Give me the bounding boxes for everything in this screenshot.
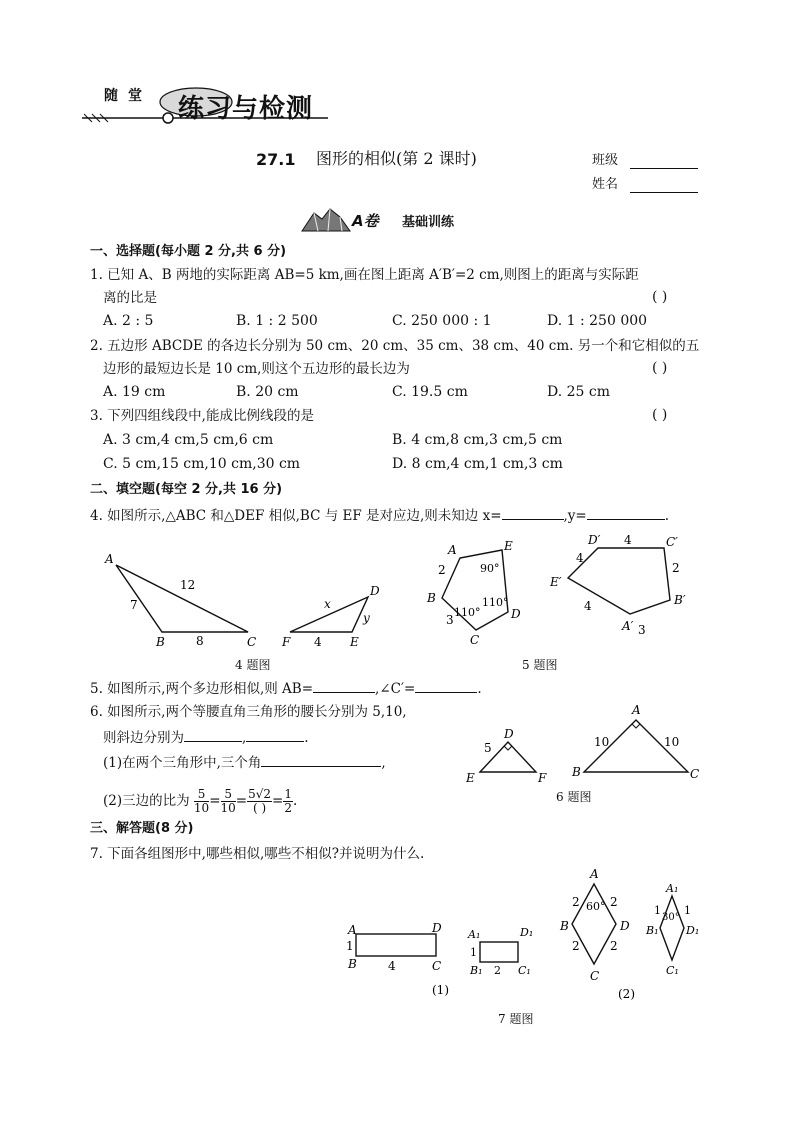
fig7-1b-label-A: A₁ (468, 928, 481, 941)
figure-5 (418, 530, 698, 654)
banner-title: 练习与检测 (178, 94, 314, 124)
fig5-label-Eprime: E′ (550, 575, 562, 589)
q2-option-d[interactable]: D. 25 cm (547, 384, 611, 400)
q3-answer-paren[interactable]: ( ) (652, 407, 668, 423)
fig5-caption: 5 题图 (522, 658, 558, 672)
fig7-2a-label-B: B (560, 919, 569, 933)
q4-end: . (664, 508, 670, 524)
badge-char-2: 堂 (128, 88, 142, 104)
q3-option-b[interactable]: B. 4 cm,8 cm,3 cm,5 cm (392, 432, 563, 448)
page-title: 图形的相似(第 2 课时) (316, 149, 477, 168)
fig7-1a-label-B: B (348, 957, 357, 971)
level-banner (300, 205, 510, 233)
fig6-caption: 6 题图 (556, 790, 592, 804)
fig7-2b-side-1: 1 (654, 904, 661, 917)
q6-sub1 (103, 752, 386, 772)
fig7-2a-side-2: 2 (610, 895, 618, 909)
fig5-side-3p: 3 (638, 623, 646, 637)
fig5-side-3: 3 (446, 613, 454, 627)
fig7-2b-label-C: C₁ (666, 964, 679, 977)
fig7-sub1-caption: (1) (432, 983, 449, 997)
fig7-1a-label-A: A (348, 923, 357, 937)
fig7-1a-side-4: 4 (388, 959, 396, 973)
fig5-label-Bprime: B′ (674, 593, 686, 607)
q1-option-b[interactable]: B. 1 : 2 500 (236, 313, 318, 329)
fig7-2b-angle: 30° (662, 912, 680, 923)
part2-heading: 二、填空题(每空 2 分,共 16 分) (90, 482, 283, 497)
q6-frac-3[interactable]: $\frac{5√2}{( )}$ (248, 787, 272, 815)
fig4-label-A: A (105, 552, 114, 566)
fig7-2b-label-B: B₁ (646, 924, 659, 937)
class-field[interactable] (630, 168, 698, 169)
q6-line2-end: . (304, 730, 309, 746)
q3-option-c[interactable]: C. 5 cm,15 cm,10 cm,30 cm (103, 456, 301, 472)
fig5-label-B: B (427, 591, 436, 605)
fig6-label-B: B (572, 765, 581, 779)
q5-blank-angle[interactable] (415, 678, 477, 693)
fig5-label-Cprime: C′ (666, 535, 678, 549)
fig6-side-5: 5 (484, 741, 492, 755)
q5-blank-ab[interactable] (313, 678, 375, 693)
name-field[interactable] (630, 192, 698, 193)
level-tag: A卷 (352, 212, 379, 230)
fig7-1b-side-1: 1 (470, 946, 477, 959)
fig7-2a-label-C: C (590, 969, 600, 983)
fig6-label-C: C (690, 767, 700, 781)
fig6-label-A: A (632, 703, 641, 717)
q6-line2-text: 则斜边分别为 (103, 730, 184, 746)
q5-line (90, 678, 482, 698)
q6-sub2: (2)三边的比为 $\frac{5}{10}$ = $\frac{5}{10}$ = $\frac{5√2}{( )}$ = $\frac{1}{2}$ . (103, 787, 298, 815)
q6-blank-1[interactable] (184, 727, 242, 742)
q6-sub1-end: , (381, 755, 386, 771)
fig7-sub2-caption: (2) (618, 987, 635, 1001)
header-banner (78, 80, 338, 130)
q5-text: 5. 如图所示,两个多边形相似,则 AB= (90, 681, 314, 697)
figure-6 (460, 700, 710, 786)
fig7-1b-label-C: C₁ (518, 964, 531, 977)
fig4-side-DF: x (324, 597, 331, 611)
fig5-side-2p: 2 (672, 561, 680, 575)
q6-frac-1: $\frac{5}{10}$ (193, 787, 210, 815)
q2-line2: 边形的最短边长是 10 cm,则这个五边形的最长边为 (103, 361, 410, 377)
rhombus-a1b1c1d1 (660, 896, 684, 960)
fig7-2a-side-3: 2 (572, 939, 580, 953)
fig4-side-BC: 8 (196, 634, 204, 648)
fig7-1a-side-1: 1 (346, 939, 354, 953)
fig5-label-Aprime: A′ (622, 619, 634, 633)
fig6-side-10b: 10 (664, 735, 680, 749)
fig7-2a-label-D: D (620, 919, 630, 933)
fig7-2a-side-1: 2 (572, 895, 580, 909)
fig5-side-2: 2 (438, 563, 446, 577)
q5-mid: ,∠C′= (375, 681, 416, 697)
q7-text: 7. 下面各组图形中,哪些相似,哪些不相似?并说明为什么. (90, 846, 425, 862)
fig5-label-D: D (511, 607, 521, 621)
fig5-label-E: E (504, 539, 513, 553)
q1-line2: 离的比是 (103, 290, 157, 306)
fig4-label-F: F (282, 635, 291, 649)
q2-answer-paren[interactable]: ( ) (652, 360, 668, 376)
fig5-angle-90: 90° (480, 562, 500, 575)
q4-blank-y[interactable] (587, 505, 665, 520)
level-text: 基础训练 (402, 215, 455, 230)
fig4-side-AC: 12 (180, 578, 196, 592)
q6-line1: 6. 如图所示,两个等腰直角三角形的腰长分别为 5,10, (90, 704, 407, 720)
part3-heading: 三、解答题(8 分) (90, 821, 194, 836)
q2-option-b[interactable]: B. 20 cm (236, 384, 299, 400)
q2-line1: 2. 五边形 ABCDE 的各边长分别为 50 cm、20 cm、35 cm、38 cm、40 cm. 另一个和它相似的五 (90, 338, 700, 354)
q2-option-c[interactable]: C. 19.5 cm (392, 384, 468, 400)
fig7-2a-side-4: 2 (610, 939, 618, 953)
fig4-side-AB: 7 (130, 598, 138, 612)
fig5-angle-110a: 110° (454, 606, 481, 619)
rect-abcd (356, 934, 436, 956)
fig4-label-E: E (350, 635, 359, 649)
fig7-2b-label-D: D₁ (686, 924, 700, 937)
figure-4 (100, 545, 400, 655)
mountain-icon (300, 205, 360, 233)
fig5-label-C: C (470, 633, 480, 647)
class-label: 班级 (592, 153, 619, 168)
fig4-side-EF: 4 (314, 635, 322, 649)
q4-text: 4. 如图所示,△ABC 和△DEF 相似,BC 与 EF 是对应边,则未知边 x= (90, 508, 502, 524)
fig7-1a-label-C: C (432, 959, 442, 973)
fig6-label-F: F (538, 771, 547, 785)
q4-line (90, 505, 669, 525)
fig5-side-4b: 4 (576, 551, 584, 565)
rect-a1b1c1d1 (480, 942, 518, 962)
fig7-2b-side-2: 1 (684, 904, 691, 917)
fig5-angle-110b: 110° (482, 596, 509, 609)
q1-option-c[interactable]: C. 250 000 : 1 (392, 313, 492, 329)
part1-heading: 一、选择题(每小题 2 分,共 6 分) (90, 244, 287, 259)
q6-frac-4: $\frac{1}{2}$ (284, 787, 292, 815)
q6-sub1-text: (1)在两个三角形中,三个角 (103, 755, 262, 771)
fig7-2a-label-A: A (590, 867, 599, 881)
q4-mid: ,y= (563, 508, 587, 524)
q3-option-d[interactable]: D. 8 cm,4 cm,1 cm,3 cm (392, 456, 563, 472)
fig5-label-Dprime: D′ (588, 533, 601, 547)
fig4-caption: 4 题图 (235, 658, 271, 672)
fig7-2b-label-A: A₁ (666, 882, 679, 895)
fig7-2a-angle: 60° (586, 900, 606, 913)
q6-blank-3[interactable] (261, 752, 381, 767)
q1-line1: 1. 已知 A、B 两地的实际距离 AB=5 km,画在图上距离 A′B′=2 cm,则图上的距离与实际距 (90, 267, 639, 283)
q1-option-d[interactable]: D. 1 : 250 000 (547, 313, 648, 329)
fig5-label-A: A (448, 543, 457, 557)
section-number: 27.1 (256, 150, 296, 169)
q3-line1: 3. 下列四组线段中,能成比例线段的是 (90, 408, 314, 424)
fig7-1b-label-B: B₁ (470, 964, 483, 977)
fig6-label-D: D (504, 727, 514, 741)
fig7-1a-label-D: D (432, 921, 442, 935)
q1-answer-paren[interactable]: ( ) (652, 289, 668, 305)
q2-option-a[interactable]: A. 19 cm (103, 384, 166, 400)
fig5-side-4a: 4 (624, 533, 632, 547)
fig7-1b-label-D: D₁ (520, 926, 534, 939)
q6-sub2-text: (2)三边的比为 (103, 793, 190, 809)
q6-frac-2: $\frac{5}{10}$ (220, 787, 236, 815)
fig5-side-4c: 4 (584, 599, 592, 613)
q6-line2 (103, 727, 309, 747)
q6-line2-comma: , (242, 730, 247, 746)
fig7-1b-side-2: 2 (494, 964, 501, 977)
fig6-side-10a: 10 (594, 735, 610, 749)
q4-blank-x[interactable] (502, 505, 564, 520)
q3-option-a[interactable]: A. 3 cm,4 cm,5 cm,6 cm (103, 432, 274, 448)
fig4-label-B: B (156, 635, 165, 649)
q1-option-a[interactable]: A. 2 : 5 (103, 313, 154, 329)
fig4-label-D: D (370, 584, 380, 598)
fig7-caption: 7 题图 (498, 1012, 534, 1026)
q6-blank-2[interactable] (246, 727, 304, 742)
figure-7 (340, 862, 720, 1012)
q5-end: . (477, 681, 482, 697)
fig4-side-DE: y (363, 611, 370, 625)
badge-char-1: 随 (104, 88, 118, 104)
name-label: 姓名 (592, 177, 619, 192)
fig6-label-E: E (466, 771, 475, 785)
fig4-label-C: C (247, 635, 257, 649)
